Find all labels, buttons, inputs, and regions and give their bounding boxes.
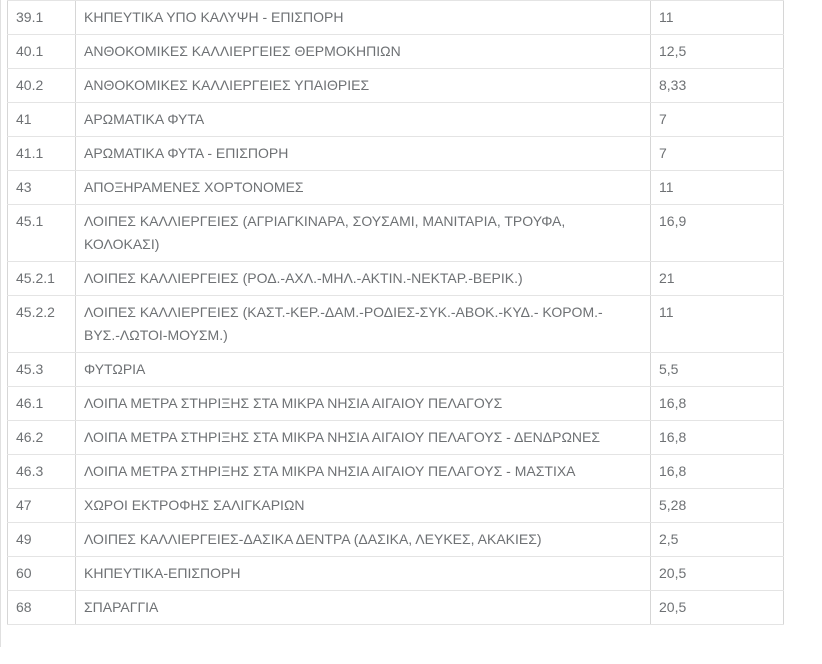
row-value-cell: 21 (651, 262, 784, 296)
row-code-cell: 49 (8, 523, 76, 557)
table-row (8, 353, 784, 387)
table-row (8, 557, 784, 591)
table-row (8, 205, 784, 262)
table-row (8, 421, 784, 455)
row-code-cell: 39.1 (8, 1, 76, 35)
row-value-cell: 20,5 (651, 557, 784, 591)
row-value-cell: 16,8 (651, 455, 784, 489)
row-description-cell: ΛΟΙΠΑ ΜΕΤΡΑ ΣΤΗΡΙΞΗΣ ΣΤΑ ΜΙΚΡΑ ΝΗΣΙΑ ΑΙΓΑΙΟΥ ΠΕΛΑΓΟΥΣ - ΜΑΣΤΙΧΑ (76, 455, 651, 489)
table-row (8, 296, 784, 353)
row-description-cell: ΚΗΠΕΥΤΙΚΑ ΥΠΟ ΚΑΛΥΨΗ - ΕΠΙΣΠΟΡΗ (76, 1, 651, 35)
row-code-cell: 40.1 (8, 35, 76, 69)
row-description-cell: ΛΟΙΠΕΣ ΚΑΛΛΙΕΡΓΕΙΕΣ (ΡΟΔ.-ΑΧΛ.-ΜΗΛ.-ΑΚΤΙΝ.-ΝΕΚΤΑΡ.-ΒΕΡΙΚ.) (76, 262, 651, 296)
row-value-cell: 5,5 (651, 353, 784, 387)
row-code-cell: 60 (8, 557, 76, 591)
row-value-cell: 11 (651, 296, 784, 353)
row-description-cell: ΑΡΩΜΑΤΙΚΑ ΦΥΤΑ (76, 103, 651, 137)
table-row (8, 591, 784, 625)
row-description-cell: ΑΡΩΜΑΤΙΚΑ ΦΥΤΑ - ΕΠΙΣΠΟΡΗ (76, 137, 651, 171)
row-code-cell: 41 (8, 103, 76, 137)
table-row (8, 262, 784, 296)
row-code-cell: 47 (8, 489, 76, 523)
row-description-cell: ΛΟΙΠΕΣ ΚΑΛΛΙΕΡΓΕΙΕΣ (ΚΑΣΤ.-ΚΕΡ.-ΔΑΜ.-ΡΟΔΙΕΣ-ΣΥΚ.-ΑΒΟΚ.-ΚΥΔ.- ΚΟΡΟΜ.- ΒΥΣ.-ΛΩΤΟΙ-ΜΟΥΣΜ.) (76, 296, 651, 353)
row-description-cell: ΣΠΑΡΑΓΓΙΑ (76, 591, 651, 625)
row-code-cell: 46.1 (8, 387, 76, 421)
row-description-cell: ΛΟΙΠΑ ΜΕΤΡΑ ΣΤΗΡΙΞΗΣ ΣΤΑ ΜΙΚΡΑ ΝΗΣΙΑ ΑΙΓΑΙΟΥ ΠΕΛΑΓΟΥΣ (76, 387, 651, 421)
row-description-cell: ΛΟΙΠΕΣ ΚΑΛΛΙΕΡΓΕΙΕΣ-ΔΑΣΙΚΑ ΔΕΝΤΡΑ (ΔΑΣΙΚΑ, ΛΕΥΚΕΣ, ΑΚΑΚΙΕΣ) (76, 523, 651, 557)
row-code-cell: 45.2.1 (8, 262, 76, 296)
row-description-cell: ΧΩΡΟΙ ΕΚΤΡΟΦΗΣ ΣΑΛΙΓΚΑΡΙΩΝ (76, 489, 651, 523)
row-description-cell: ΛΟΙΠΕΣ ΚΑΛΛΙΕΡΓΕΙΕΣ (ΑΓΡΙΑΓΚΙΝΑΡΑ, ΣΟΥΣΑΜΙ, ΜΑΝΙΤΑΡΙΑ, ΤΡΟΥΦΑ, ΚΟΛΟΚΑΣΙ) (76, 205, 651, 262)
row-value-cell: 5,28 (651, 489, 784, 523)
table-body (8, 0, 784, 625)
row-value-cell: 20,5 (651, 591, 784, 625)
row-code-cell: 45.3 (8, 353, 76, 387)
row-code-cell: 40.2 (8, 69, 76, 103)
table-row (8, 387, 784, 421)
row-value-cell: 11 (651, 171, 784, 205)
table-row (8, 1, 784, 35)
table-row (8, 137, 784, 171)
row-value-cell: 8,33 (651, 69, 784, 103)
table-row (8, 523, 784, 557)
row-value-cell: 7 (651, 137, 784, 171)
row-description-cell: ΛΟΙΠΑ ΜΕΤΡΑ ΣΤΗΡΙΞΗΣ ΣΤΑ ΜΙΚΡΑ ΝΗΣΙΑ ΑΙΓΑΙΟΥ ΠΕΛΑΓΟΥΣ - ΔΕΝΔΡΩΝΕΣ (76, 421, 651, 455)
table-row (8, 35, 784, 69)
row-value-cell: 16,9 (651, 205, 784, 262)
table-row (8, 171, 784, 205)
row-value-cell: 2,5 (651, 523, 784, 557)
row-value-cell: 16,8 (651, 387, 784, 421)
row-description-cell: ΦΥΤΩΡΙΑ (76, 353, 651, 387)
row-code-cell: 46.3 (8, 455, 76, 489)
crop-categories-table (7, 0, 784, 625)
table-row (8, 455, 784, 489)
row-description-cell: ΑΠΟΞΗΡΑΜΕΝΕΣ ΧΟΡΤΟΝΟΜΕΣ (76, 171, 651, 205)
table-row (8, 103, 784, 137)
row-code-cell: 68 (8, 591, 76, 625)
row-description-cell: ΑΝΘΟΚΟΜΙΚΕΣ ΚΑΛΛΙΕΡΓΕΙΕΣ ΘΕΡΜΟΚΗΠΙΩΝ (76, 35, 651, 69)
row-description-cell: ΑΝΘΟΚΟΜΙΚΕΣ ΚΑΛΛΙΕΡΓΕΙΕΣ ΥΠΑΙΘΡΙΕΣ (76, 69, 651, 103)
row-value-cell: 11 (651, 1, 784, 35)
row-description-cell: ΚΗΠΕΥΤΙΚΑ-ΕΠΙΣΠΟΡΗ (76, 557, 651, 591)
row-code-cell: 45.1 (8, 205, 76, 262)
left-edge-divider (0, 0, 1, 647)
row-code-cell: 41.1 (8, 137, 76, 171)
table-row (8, 69, 784, 103)
row-code-cell: 45.2.2 (8, 296, 76, 353)
row-code-cell: 46.2 (8, 421, 76, 455)
row-value-cell: 12,5 (651, 35, 784, 69)
row-value-cell: 7 (651, 103, 784, 137)
row-code-cell: 43 (8, 171, 76, 205)
row-value-cell: 16,8 (651, 421, 784, 455)
table-row (8, 489, 784, 523)
